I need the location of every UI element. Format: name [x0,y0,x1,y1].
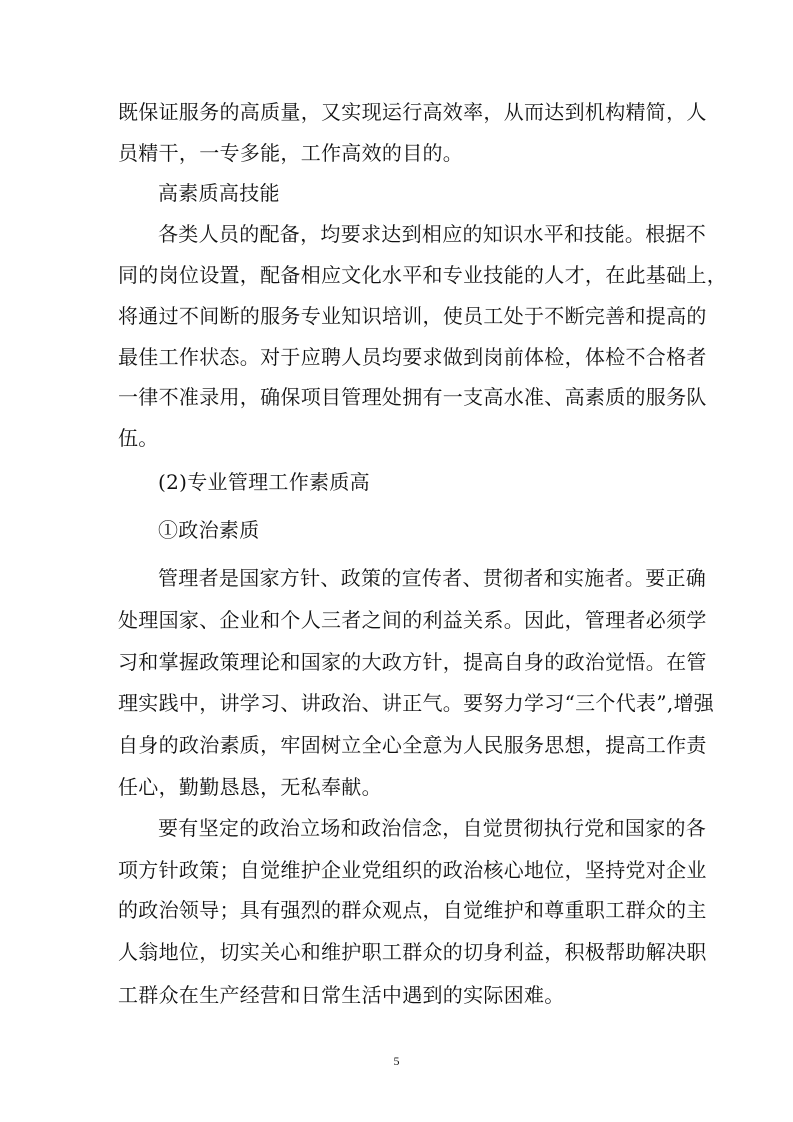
body-text-line: 人翁地位，切实关心和维护职工群众的切身利益，积极帮助解决职 [118,940,707,964]
body-text-line: 理实践中，讲学习、讲政治、讲正气。要努力学习“三个代表”,增强 [118,691,715,715]
body-text-line: 同的岗位设置，配备相应文化水平和专业技能的人才，在此基础上， [118,263,727,287]
section-heading: (2)专业管理工作素质高 [158,470,370,494]
section-heading: 高素质高技能 [158,181,280,205]
subsection-heading: ①政治素质 [158,518,260,542]
body-text-line: 既保证服务的高质量，又实现运行高效率，从而达到机构精简，人 [118,100,707,124]
body-text-line: 的政治领导；具有强烈的群众观点，自觉维护和尊重职工群众的主 [118,898,707,922]
body-text-line: 要有坚定的政治立场和政治信念，自觉贯彻执行党和国家的各 [158,816,707,840]
body-text-line: 处理国家、企业和个人三者之间的利益关系。因此，管理者必须学 [118,608,707,632]
body-text-line: 任心，勤勤恳恳，无私奉献。 [118,775,382,799]
body-text-line: 最佳工作状态。对于应聘人员均要求做到岗前体检，体检不合格者 [118,345,707,369]
body-text-line: 将通过不间断的服务专业知识培训，使员工处于不断完善和提高的 [118,304,707,328]
body-text-line: 伍。 [118,426,159,450]
body-text-line: 一律不准录用，确保项目管理处拥有一支高水准、高素质的服务队 [118,385,707,409]
body-text-line: 习和掌握政策理论和国家的大政方针，提高自身的政治觉悟。在管 [118,650,707,674]
body-text-line: 员精干，一专多能，工作高效的目的。 [118,141,464,165]
body-text-line: 自身的政治素质，牢固树立全心全意为人民服务思想，提高工作责 [118,733,707,757]
body-text-line: 各类人员的配备，均要求达到相应的知识水平和技能。根据不 [158,222,707,246]
page-number: 5 [393,1054,400,1068]
body-text-line: 管理者是国家方针、政策的宣传者、贯彻者和实施者。要正确 [158,566,707,590]
body-text-line: 项方针政策；自觉维护企业党组织的政治核心地位，坚持党对企业 [118,858,707,882]
body-text-line: 工群众在生产经营和日常生活中遇到的实际困难。 [118,983,565,1007]
